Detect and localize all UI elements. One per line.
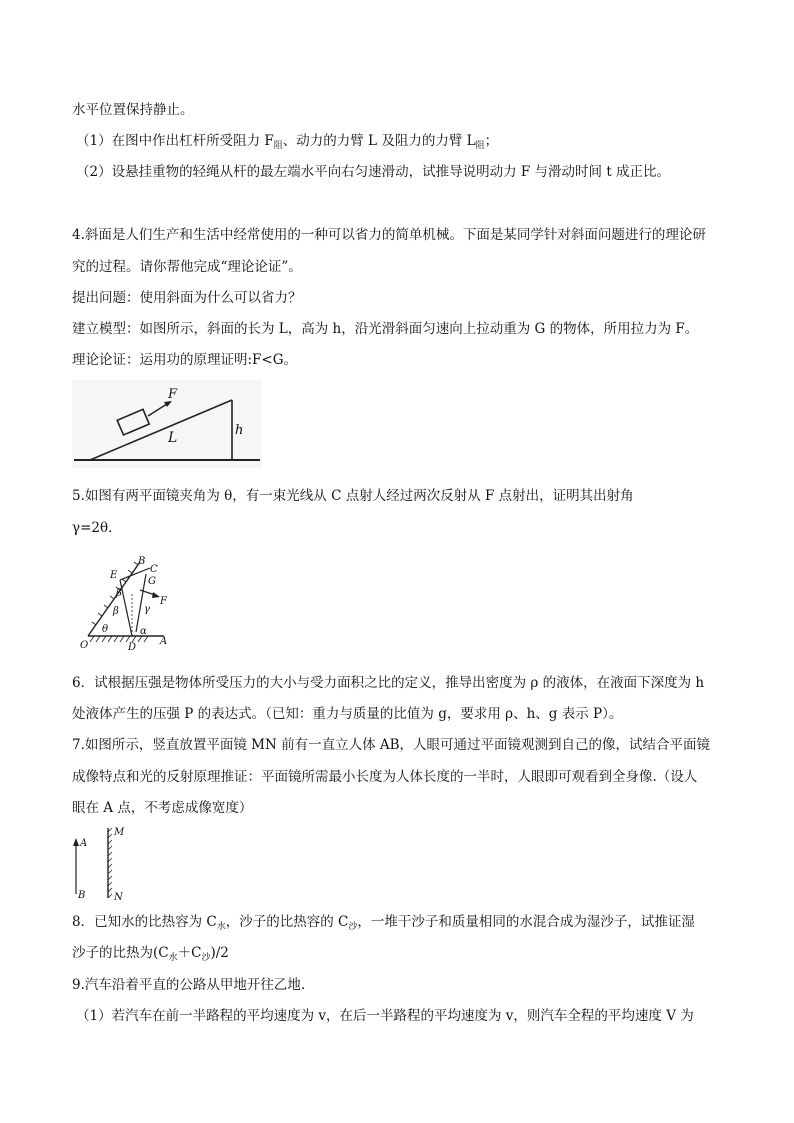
svg-text:F: F: [160, 596, 167, 607]
question-4-line-3: 提出问题：使用斜面为什么可以省力？: [72, 290, 302, 306]
svg-text:C: C: [150, 564, 158, 575]
svg-text:β: β: [116, 588, 122, 599]
svg-text:M: M: [114, 827, 125, 838]
question-3-part-1: （1）在图中作出杠杆所受阻力 $F_阻$、动力的力臂 L 及阻力的力臂 $L_阻$；: [76, 133, 499, 151]
svg-text:E: E: [110, 570, 118, 581]
question-9-line-1: 9.汽车沿着平直的公路从甲地开往乙地.: [72, 977, 306, 993]
question-6-line-1: 6．试根据压强是物体所受压力的大小与受力面积之比的定义，推导出密度为 ρ 的液体，在液面下深度为 h: [72, 675, 705, 691]
question-7-line-1: 7.如图所示，竖直放置平面镜 MN 前有一直立人体 AB，人眼可通过平面镜观测到自己的像，试结合平面镜: [72, 737, 711, 753]
svg-text:B: B: [78, 890, 86, 901]
two-mirrors-figure: [80, 552, 190, 652]
plane-mirror-figure: [70, 824, 130, 902]
svg-text:A: A: [160, 636, 168, 647]
question-7-line-3: 眼在 A 点，不考虑成像宽度）: [72, 800, 253, 816]
svg-text:B: B: [138, 556, 146, 567]
svg-text:β: β: [113, 606, 119, 617]
svg-text:G: G: [148, 576, 156, 587]
svg-text:D: D: [128, 642, 137, 652]
question-4-line-2: 究的过程。请你帮他完成“理论论证”。: [72, 259, 302, 275]
question-5-line-1: 5.如图有两平面镜夹角为 θ，有一束光线从 C 点射人经过两次反射从 F 点射出，证明其出射角: [72, 488, 634, 504]
question-7-line-2: 成像特点和光的反射原理推证：平面镜所需最小长度为人体长度的一半时，人眼即可观看到全身像.（设人: [72, 769, 698, 785]
question-4-line-1: 4.斜面是人们生产和生活中经常使用的一种可以省力的简单机械。下面是某同学针对斜面问题进行的理论研: [72, 227, 706, 243]
question-9-line-2: （1）若汽车在前一半路程的平均速度为 v，在后一半路程的平均速度为 v，则汽车全程的平均速度 V 为: [76, 1008, 694, 1024]
svg-text:θ: θ: [102, 624, 109, 635]
question-4-line-4: 建立模型：如图所示，斜面的长为 L，高为 h，沿光滑斜面匀速向上拉动重为 G 的物体，所用拉力为 F。: [72, 321, 699, 337]
paragraph-continuation: 水平位置保持静止。: [72, 102, 194, 118]
question-6-line-2: 处液体产生的压强 P 的表达式。（已知：重力与质量的比值为 g，要求用 ρ、h、g 表示 P）。: [72, 706, 623, 722]
incline-figure: [72, 380, 262, 468]
svg-text:O: O: [80, 640, 89, 651]
question-5-line-2: γ=2θ．: [72, 520, 122, 536]
question-8-line-2: 沙子的比热为$(C_水+C_沙)/2$: [72, 945, 229, 963]
question-4-line-5: 理论论证：运用功的原理证明:F<G。: [72, 352, 298, 368]
question-3-part-2: （2）设悬挂重物的轻绳从杆的最左端水平向右匀速滑动，试推导说明动力 F 与滑动时间 t 成正比。: [76, 164, 671, 180]
svg-text:N: N: [114, 892, 123, 902]
height-h-label: h: [235, 423, 244, 438]
question-8-line-1: 8．已知水的比热容为 $C_水$，沙子的比热容的 $C_沙$，一堆干沙子和质量相同的水混合成为湿沙子，试推证湿: [72, 914, 695, 932]
svg-text:A: A: [80, 838, 88, 849]
svg-text:α: α: [140, 626, 147, 637]
svg-text:γ: γ: [144, 604, 150, 615]
length-l-label: L: [168, 430, 178, 446]
force-f-label: F: [168, 387, 178, 402]
